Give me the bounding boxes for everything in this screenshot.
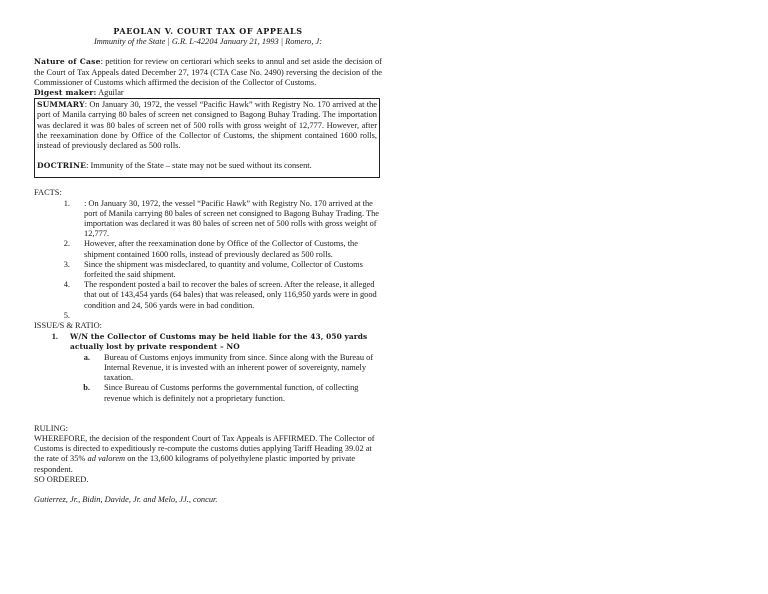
facts-item-num: 5. [63, 310, 70, 320]
facts-item [34, 199, 382, 240]
facts-item-text: The respondent posted a bail to recover the bales of screen. After the release, it alleged that out of 143,454 yards (64 bales) that was released, only 116,950 yards were in good condition and 24, 506 yards were in bad condition. [84, 280, 377, 310]
facts-item-num: 2. [63, 239, 70, 249]
digest-label: Digest maker: [34, 88, 97, 98]
facts-heading: FACTS: [34, 188, 62, 198]
digest-text: Aguilar [96, 88, 124, 98]
doctrine-paragraph [37, 161, 377, 171]
facts-item-num: 4. [63, 280, 70, 290]
facts-item-text: : On January 30, 1972, the vessel “Pacific Hawk” with Registry No. 170 arrived at the port of Manila carrying 80 bales of screen net consigned to Bagong Buhay Trading. The importation was declared it was 80 bales of screen net of 500 rolls with gross weight of 12,777. [84, 198, 380, 239]
summary-paragraph [37, 100, 377, 151]
doctrine-label: DOCTRINE [37, 161, 87, 171]
digest-maker [34, 88, 382, 98]
case-subtitle: Immunity of the State | G.R. L-42204 January 21, 1993 | Romero, J: [93, 37, 323, 47]
nature-label: Nature of Case [34, 57, 101, 67]
case-title: PAEOLAN V. COURT TAX OF APPEALS [113, 26, 303, 36]
issue-sub-num: b. [83, 383, 90, 393]
facts-item [34, 280, 382, 311]
issue-sub-text: Since Bureau of Customs performs the governmental function, of collecting revenue which is definitely not a proprietary function. [104, 383, 359, 403]
facts-item-text: Since the shipment was misdeclared, to quantity and volume, Collector of Customs forfeited the said shipment. [84, 259, 363, 280]
issue-num: 1. [51, 332, 58, 342]
ruling-text [34, 434, 382, 475]
so-ordered: SO ORDERED. [34, 474, 89, 484]
summary-label: SUMMARY [37, 100, 85, 110]
facts-item-text: However, after the reexamination done by Office of the Collector of Customs, the shipment contained 1600 rolls, instead of previously declared as 500 rolls. [84, 239, 358, 259]
issue-sub-item [34, 383, 382, 403]
facts-item [34, 311, 382, 321]
issue-heading: ISSUE/S & RATIO: [34, 321, 102, 331]
case-digest-page [34, 26, 382, 505]
doctrine-text: : Immunity of the State – state may not be sued without its consent. [86, 161, 312, 171]
ruling-ad-valorem: ad valorem [87, 454, 126, 464]
ruling-text-after: on the 13,600 kilograms of polyethylene plastic imported by private respondent. [34, 454, 356, 474]
nature-text: : petition for review on certiorari which seeks to annul and set aside the decision of the Court of Tax Appeals dated December 27, 1974 (CTA Case No. 2490) reversing the decision of the Commissioner of Customs which affirmed the decision of the Collector of Customs. [34, 57, 382, 87]
ruling-text-before: WHEREFORE, the decision of the respondent Court of Tax Appeals is AFFIRMED. The Collector of Customs is directed to expeditiously re-compute the customs duties applying Tariff Heading 39.02 at the rate of 35% [34, 433, 375, 464]
facts-item [34, 239, 382, 259]
facts-item-num: 3. [63, 259, 70, 269]
facts-item-num: 1. [63, 198, 70, 208]
issue-sub-text: Bureau of Customs enjoys immunity from since. Since along with the Bureau of Internal Revenue, it is invested with an inherent power of sovereignty, namely taxation. [104, 352, 374, 383]
facts-list [34, 199, 382, 321]
summary-box [34, 98, 380, 178]
issue-item [34, 332, 382, 352]
facts-item [34, 260, 382, 280]
nature-of-case [34, 57, 382, 88]
issue-sub-num: a. [83, 352, 90, 362]
concurrence: Gutierrez, Jr., Bidin, Davide, Jr. and Melo, JJ., concur. [34, 494, 218, 504]
summary-text: : On January 30, 1972, the vessel “Pacific Hawk” with Registry No. 170 arrived at the port of Manila carrying 80 bales of screen net consigned to Bagong Buhay Trading. The importation was declared it was 80 bales of screen net of 500 rolls with gross weight of 12,777. However, after the reexamination done by Office of the Collector of Customs, the shipment contained 1600 rolls, instead of previously declared as 500 rolls. [37, 100, 377, 151]
ruling-heading: RULING: [34, 423, 68, 433]
facts-item-text [70, 311, 382, 321]
issue-text: W/N the Collector of Customs may be held liable for the 43, 050 yards actually lost by private respondent – NO [70, 332, 368, 352]
issue-sub-item [34, 353, 382, 384]
